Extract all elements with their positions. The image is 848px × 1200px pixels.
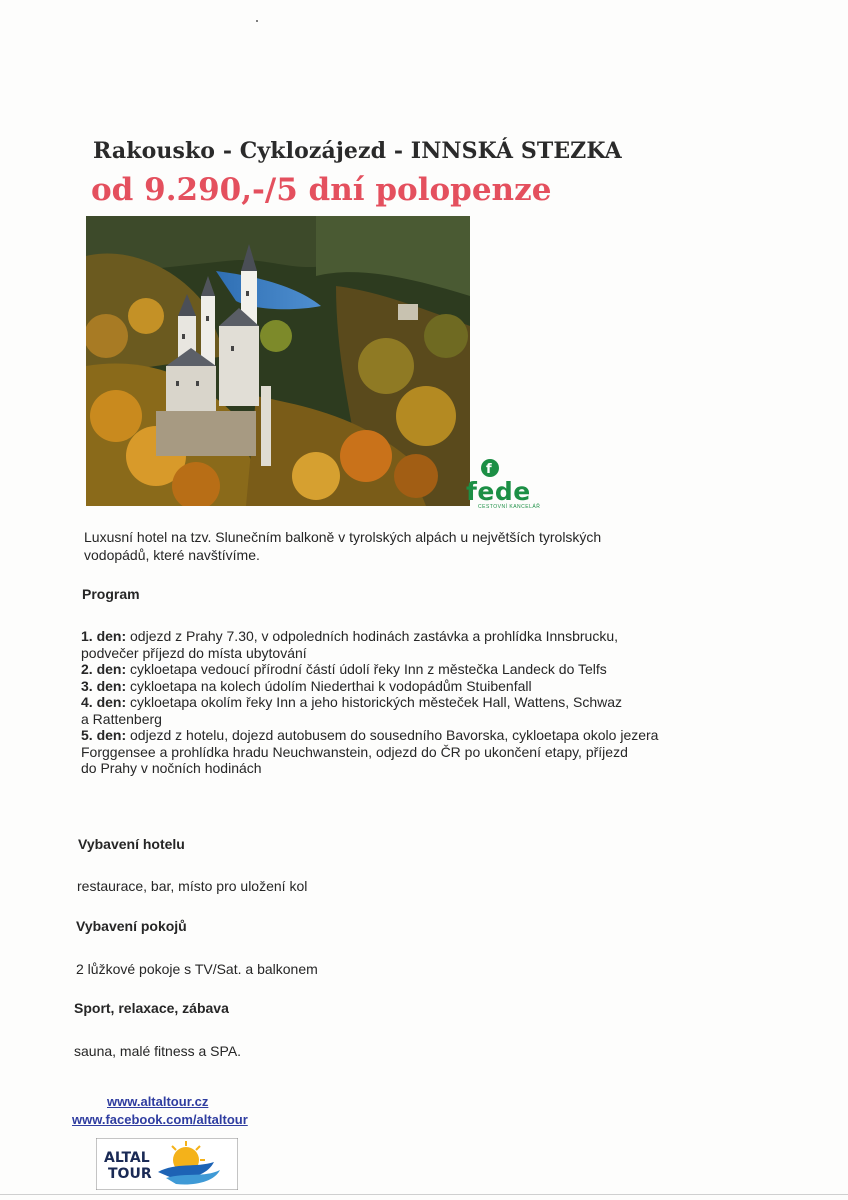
intro-line: Luxusní hotel na tzv. Slunečním balkoně v tyrolských alpách u největších tyrolských	[84, 529, 602, 545]
program-heading: Program	[82, 586, 140, 602]
program-day-4	[81, 694, 761, 711]
sport-heading: Sport, relaxace, zábava	[74, 1000, 229, 1016]
svg-text:TOUR: TOUR	[108, 1166, 152, 1182]
program-day-2	[81, 661, 761, 678]
day-label: 1. den:	[81, 628, 127, 644]
day-text: odjezd z hotelu, dojezd autobusem do sousedního Bavorska, cykloetapa okolo jezera	[130, 727, 659, 743]
day-text: odjezd z Prahy 7.30, v odpoledních hodinách zastávka a prohlídka Innsbrucku,	[130, 628, 618, 644]
day-label: 4. den:	[81, 694, 127, 710]
rooms-heading: Vybavení pokojů	[76, 918, 187, 934]
day-label: 2. den:	[81, 661, 127, 677]
svg-text:ALTAL: ALTAL	[104, 1150, 150, 1166]
website-link[interactable]: www.altaltour.cz	[107, 1094, 209, 1109]
day-text: cykloetapa vedoucí přírodní částí údolí řeky Inn z městečka Landeck do Telfs	[130, 661, 607, 677]
program-day-4-cont: a Rattenberg	[81, 710, 162, 727]
castle-photo	[86, 216, 470, 506]
scan-speck	[256, 20, 258, 22]
page-bottom-edge	[0, 1194, 848, 1195]
intro-line: vodopádů, které navštívíme.	[84, 547, 260, 563]
program-day-5	[81, 727, 761, 744]
price-headline: od 9.290,-/5 dní polopenze	[91, 172, 552, 208]
intro-paragraph	[84, 528, 684, 564]
day-text: cykloetapa na kolech údolím Niederthai k vodopádům Stuibenfall	[130, 677, 532, 694]
svg-text:f: f	[486, 462, 492, 477]
program-day-5-cont: do Prahy v nočních hodinách	[81, 760, 262, 776]
program-list	[81, 628, 761, 777]
sport-text: sauna, malé fitness a SPA.	[74, 1043, 242, 1059]
facebook-link[interactable]: www.facebook.com/altaltour	[72, 1112, 248, 1127]
hotel-heading: Vybavení hotelu	[78, 836, 185, 852]
day-label: 3. den:	[81, 677, 127, 694]
program-day-5-cont: Forggensee a prohlídka hradu Neuchwanstein, odjezd do ČR po ukončení etapy, příjezd	[81, 743, 628, 760]
page-title: Rakousko - Cyklozájezd - INNSKÁ STEZKA	[93, 138, 622, 164]
rooms-text: 2 lůžkové pokoje s TV/Sat. a balkonem	[76, 961, 318, 977]
hotel-text: restaurace, bar, místo pro uložení kol	[77, 878, 308, 894]
day-label: 5. den:	[81, 727, 127, 743]
altal-tour-logo	[96, 1138, 238, 1190]
program-day-1-cont: podvečer příjezd do místa ubytování	[81, 644, 307, 661]
program-day-3	[81, 678, 761, 695]
fede-logo-tagline: CESTOVNÍ KANCELÁŘ	[478, 504, 541, 510]
program-day-1	[81, 628, 761, 645]
fede-logo-word: fede	[466, 477, 531, 506]
day-text: cykloetapa okolím řeky Inn a jeho historických městeček Hall, Wattens, Schwaz	[130, 694, 623, 710]
